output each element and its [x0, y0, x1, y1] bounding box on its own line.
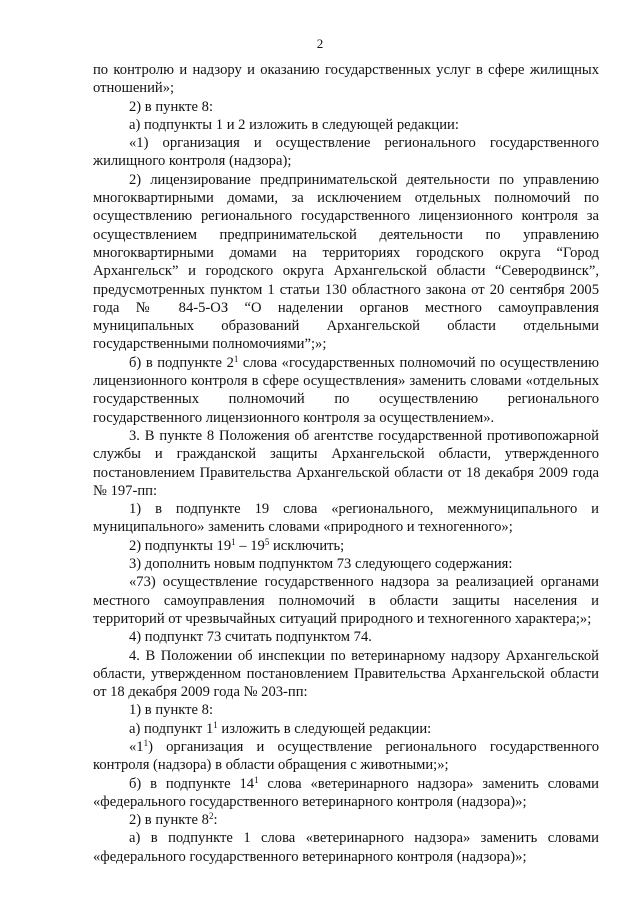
text-run: 3. В пункте 8 Положения об агентстве государственной противопожарной службы и гражданской защиты Архангельской области, утвержденного постановлением Правительства Архангельской области от 18 декабря 2009 года № 197-пп:: [93, 427, 599, 499]
text-run: «73) осуществление государственного надзора за реализацией органами местного самоуправления полномочий в области защиты населения и территорий от чрезвычайных ситуаций природного и техногенного характера;»;: [93, 574, 599, 627]
paragraph: [93, 61, 599, 98]
text-run: б) в подпункте 2: [129, 354, 234, 371]
paragraph: [93, 628, 599, 646]
text-run: ) организация и осуществление регионального государственного контроля (надзора) в области обращения с животными;»;: [93, 738, 599, 774]
paragraph: [93, 500, 599, 537]
paragraph: [93, 720, 599, 738]
text-run: по контролю и надзору и оказанию государственных услуг в сфере жилищных отношений»;: [93, 62, 599, 97]
paragraph: [93, 537, 599, 555]
superscript: 1: [233, 353, 239, 364]
paragraph: [93, 829, 599, 866]
superscript: 5: [264, 536, 270, 547]
text-run: «1: [129, 738, 144, 755]
paragraph: [93, 171, 599, 354]
text-run: 4. В Положении об инспекции по ветеринарному надзору Архангельской области, утвержденном постановлением Правительства Архангельской области от 18 декабря 2009 года № 203-пп:: [93, 647, 599, 701]
superscript: 1: [231, 536, 236, 547]
superscript: 1: [254, 774, 259, 785]
page-number: 2: [316, 36, 324, 51]
paragraph: [93, 116, 599, 134]
text-run: изложить в следующей редакции:: [217, 720, 432, 737]
paragraph: [93, 738, 599, 775]
paragraph: [93, 811, 599, 829]
paragraph: [93, 573, 599, 628]
text-run: а) в подпункте 1 слова «ветеринарного надзора» заменить словами «федерального государственного ветеринарного контроля (надзора)»;: [93, 830, 599, 865]
text-run: – 19: [235, 537, 265, 554]
text-run: 2) в пункте 8: [129, 812, 209, 829]
paragraph: [93, 354, 599, 427]
text-run: а) подпункт 1: [129, 720, 214, 737]
paragraph: [93, 98, 599, 116]
text-run: 1) в подпункте 19 слова «регионального, межмуниципального и муниципального» заменить словами «природного и техногенного»;: [93, 501, 599, 536]
text-run: а) подпункты 1 и 2 изложить в следующей редакции:: [129, 116, 459, 133]
text-run: 2) в пункте 8:: [129, 98, 214, 115]
paragraph: [93, 427, 599, 500]
paragraph: [93, 555, 599, 573]
text-run: 4) подпункт 73 считать подпунктом 74.: [129, 629, 372, 646]
text-run: 2) подпункты 19: [129, 537, 232, 554]
text-run: исключить;: [269, 537, 345, 554]
text-run: слова «ветеринарного надзора» заменить словами «федерального государственного ветеринарного контроля (надзора)»;: [93, 775, 599, 810]
text-run: «1) организация и осуществление регионального государственного жилищного контроля (надзора);: [93, 135, 599, 170]
document-body: [93, 61, 599, 866]
paragraph: [93, 701, 599, 719]
paragraph: [93, 775, 599, 812]
paragraph: [93, 134, 599, 171]
superscript: 1: [143, 737, 149, 748]
text-run: 1) в пункте 8:: [129, 702, 214, 719]
text-run: слова «государственных полномочий по осуществлению лицензионного контроля в сфере осуществления» заменить словами «отдельных государственных полномочий по осуществлению регионального государственного лицензионного контроля за осуществлением».: [93, 354, 599, 426]
superscript: 2: [208, 811, 214, 822]
text-run: 2) лицензирование предпринимательской деятельности по управлению многоквартирными домами, за исключением отдельных полномочий по осуществлению регионального государственного лицензионного контроля за осуществлением предпринимательской деятельности по управлению многоквартирными домами на территориях городского округа “Город Архангельск” и городского округа Архангельской области “Северодвинск”, предусмотренных пунктом 1 статьи 130 областного закона от 20 сентября 2005 года № 84-5-ОЗ “О наделении органов местного самоуправления муниципальных образований Архангельской области отдельными государственными полномочиями”;»;: [93, 171, 599, 353]
text-run: б) в подпункте 14: [129, 775, 255, 792]
paragraph: [93, 647, 599, 702]
text-run: :: [213, 812, 218, 829]
text-run: 3) дополнить новым подпунктом 73 следующего содержания:: [129, 556, 513, 573]
superscript: 1: [213, 719, 218, 730]
